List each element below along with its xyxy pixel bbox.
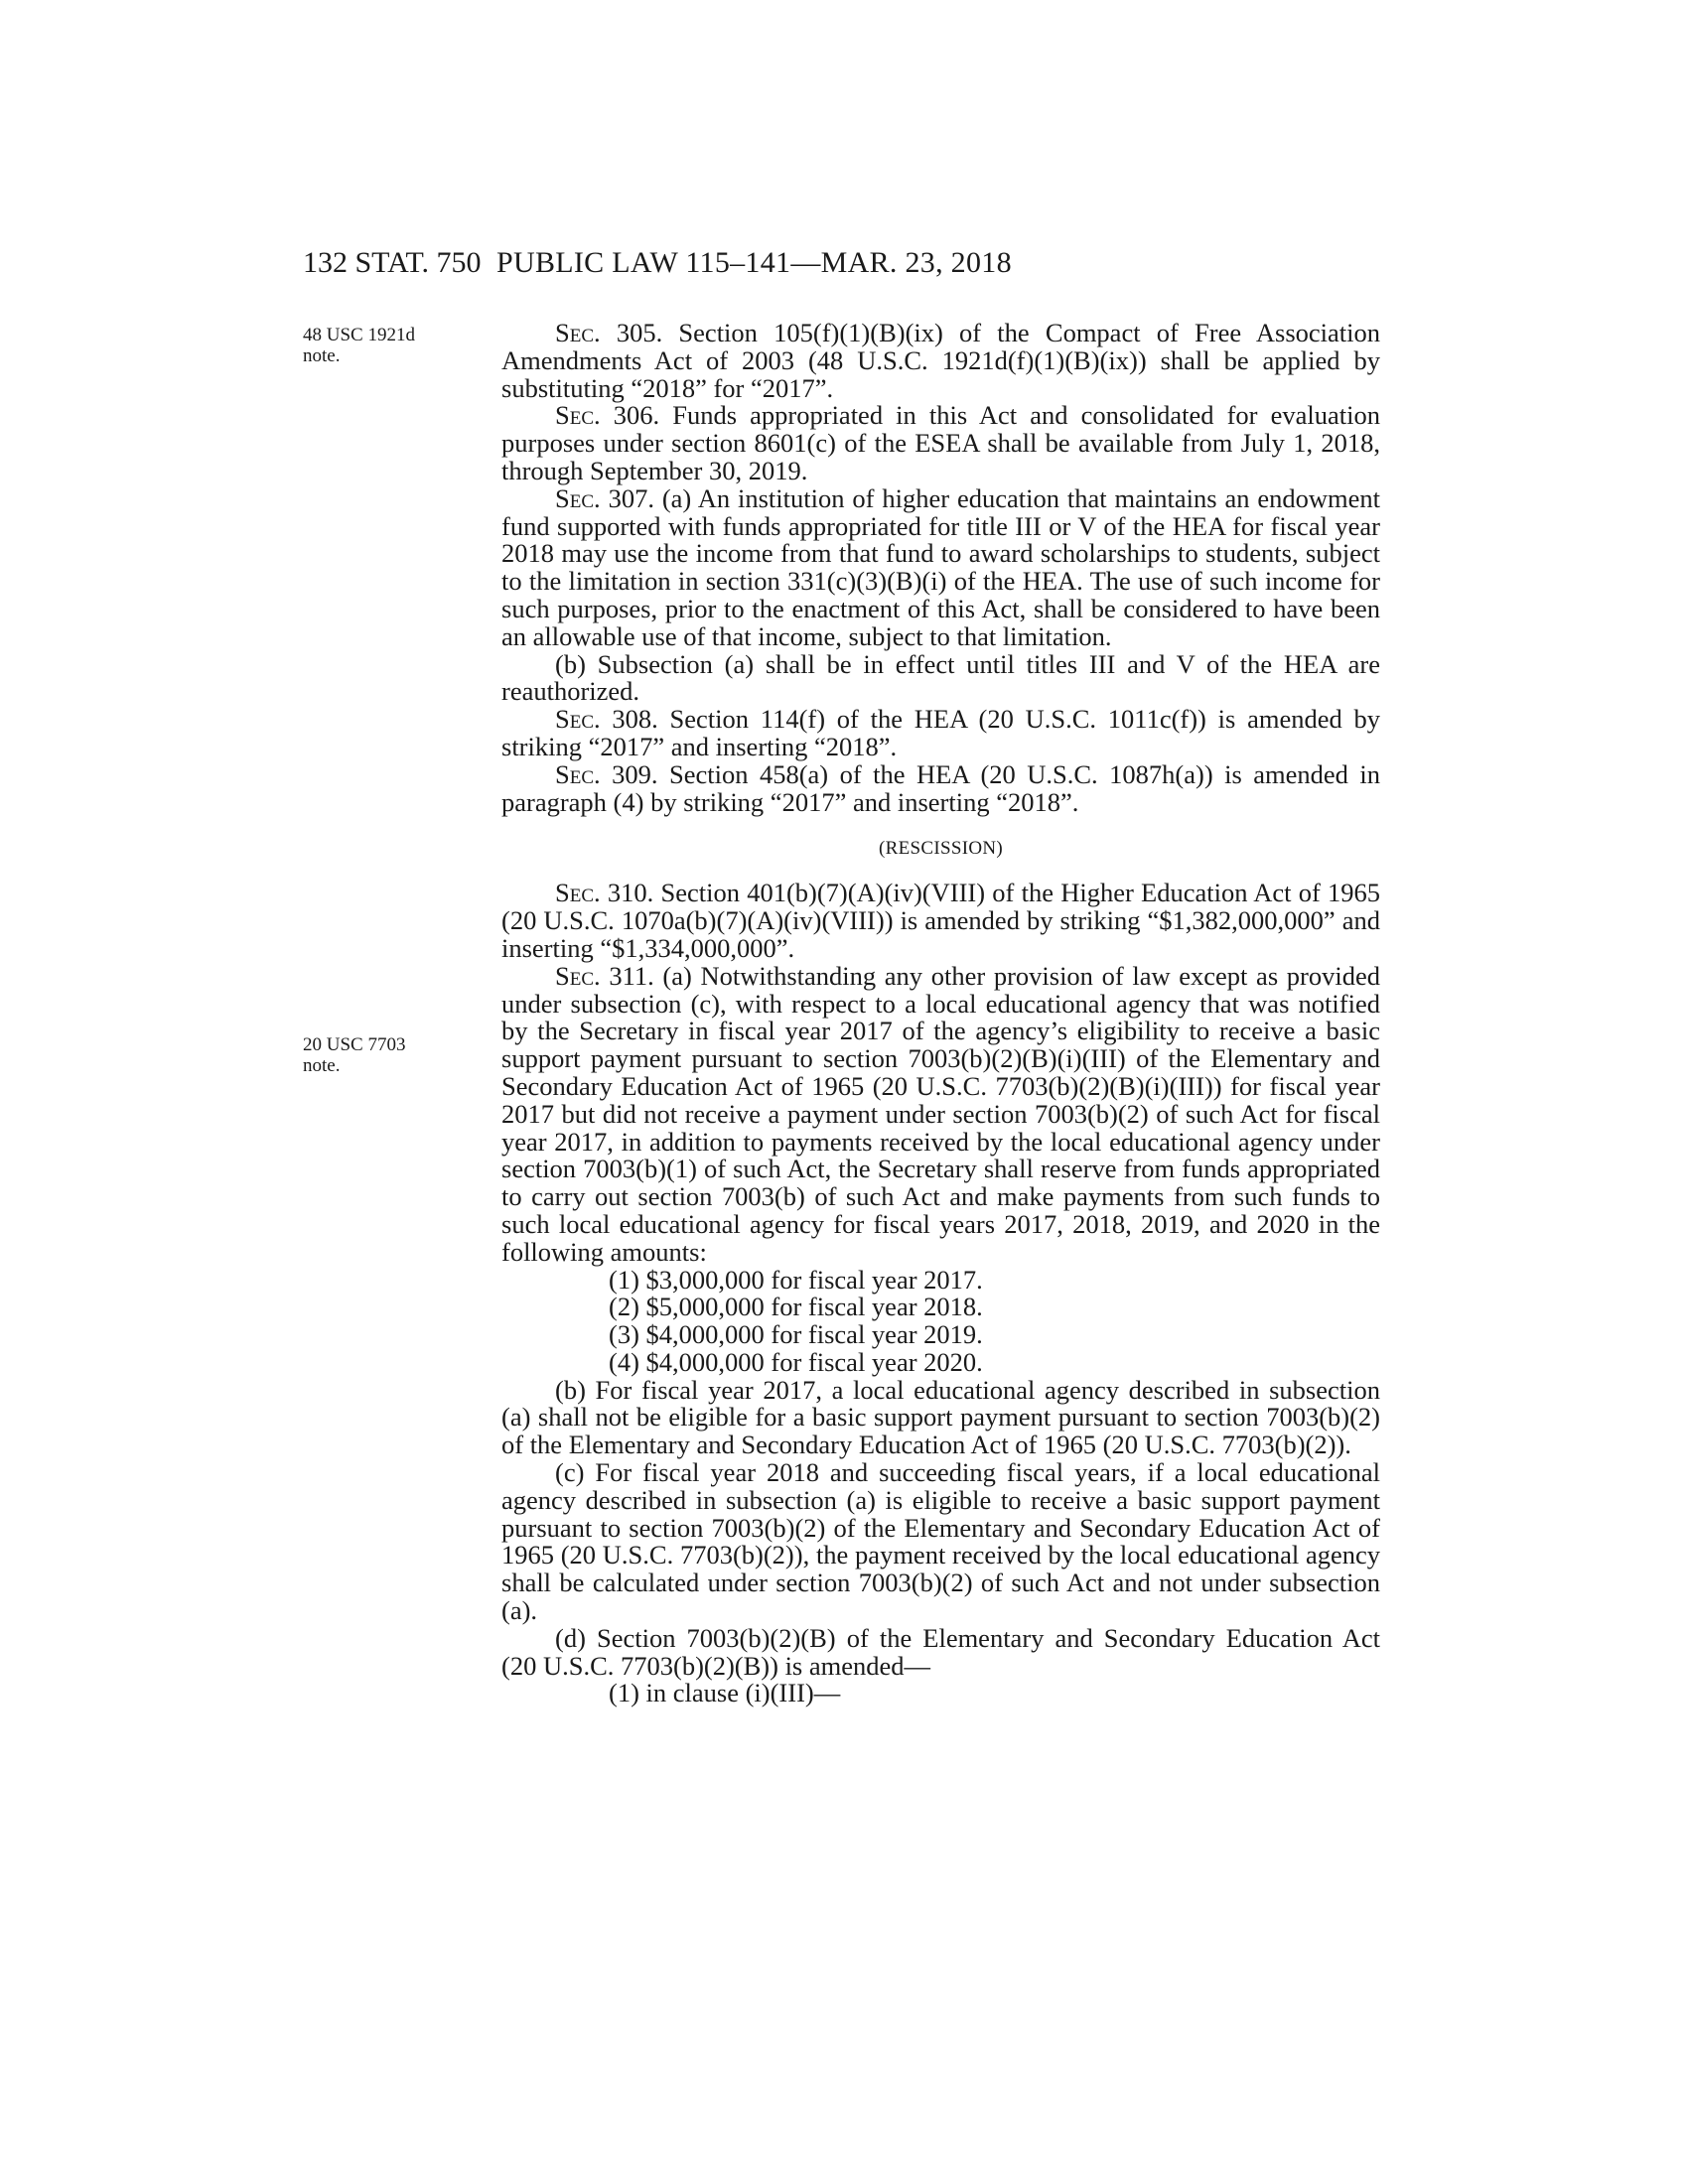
section-307-b: (b) Subsection (a) shall be in effect until titles III and V of the HEA are reauthorized.	[501, 648, 1380, 707]
public-law-title: PUBLIC LAW 115–141—MAR. 23, 2018	[496, 246, 1012, 279]
margin-note-citation: 20 USC 7703	[303, 1034, 406, 1055]
page-header	[303, 246, 1221, 286]
section-311-d: (d) Section 7003(b)(2)(B) of the Elementary and Secondary Education Act (20 U.S.C. 7703(b)(2)(B)) is amended—	[501, 1622, 1380, 1681]
section-305: Sec. 305. Section 105(f)(1)(B)(ix) of the Compact of Free Association Amendments Act of 2003 (48 U.S.C. 1921d(f)(1)(B)(ix)) shall be applied by substituting “2018” for “2017”.	[501, 318, 1380, 403]
section-311-a: Sec. 311. (a) Notwithstanding any other provision of law except as provided under subsection (c), with respect to a local educational agency that was notified by the Secretary in fiscal year 2017 of the agency’s eligibility to receive a basic support payment pursuant to section 7003(b)(2)(B)(i)(III) of the Elementary and Secondary Education Act of 1965 (20 U.S.C. 7703(b)(2)(B)(i)(III)) for fiscal year 2017 but did not receive a payment under section 7003(b)(2) of such Act for fiscal year 2017, in addition to payments received by the local educational agency under section 7003(b)(1) of such Act, the Secretary shall reserve from funds appropriated to carry out section 7003(b) of such Act and make payments from such funds to such local educational agency for fiscal years 2017, 2018, 2019, and 2020 in the following amounts:	[501, 960, 1380, 1267]
section-310: Sec. 310. Section 401(b)(7)(A)(iv)(VIII) of the Higher Education Act of 1965 (20 U.S.C. 1070a(b)(7)(A)(iv)(VIII)) is amended by striking “$1,382,000,000” and inserting “$1,334,000,000”.	[501, 878, 1380, 963]
amount-item: (3) $4,000,000 for fiscal year 2019.	[609, 1319, 983, 1350]
amount-item: (4) $4,000,000 for fiscal year 2020.	[609, 1346, 983, 1377]
section-311-b: (b) For fiscal year 2017, a local educational agency described in subsection (a) shall not be eligible for a basic support payment pursuant to section 7003(b)(2) of the Elementary and Secondary Education Act of 1965 (20 U.S.C. 7703(b)(2)).	[501, 1374, 1380, 1460]
amount-item: (2) $5,000,000 for fiscal year 2018.	[609, 1292, 983, 1322]
margin-note-citation: 48 USC 1921d	[303, 325, 415, 345]
margin-note-48-usc	[303, 325, 432, 366]
section-311-c: (c) For fiscal year 2018 and succeeding fiscal years, if a local educational agency described in subsection (a) is eligible to receive a basic support payment pursuant to section 7003(b)(2) of the Elementary and Secondary Education Act of 1965 (20 U.S.C. 7703(b)(2)), the payment received by the local educational agency shall be calculated under section 7003(b)(2) of such Act and not under subsection (a).	[501, 1457, 1380, 1626]
amount-item: (1) $3,000,000 for fiscal year 2017.	[609, 1264, 983, 1295]
statute-page-number: 132 STAT. 750	[303, 246, 482, 279]
margin-note-20-usc	[303, 1034, 432, 1076]
section-307-a: Sec. 307. (a) An institution of higher education that maintains an endowment fund supported with funds appropriated for title III or V of the HEA for fiscal year 2018 may use the income from that fund to award scholarships to students, subject to the limitation in section 331(c)(3)(B)(i) of the HEA. The use of such income for such purposes, prior to the enactment of this Act, shall be considered to have been an allowable use of that income, subject to that limitation.	[501, 482, 1380, 651]
section-306: Sec. 306. Funds appropriated in this Act and consolidated for evaluation purposes under section 8601(c) of the ESEA shall be available from July 1, 2018, through September 30, 2019.	[501, 400, 1380, 485]
margin-note-label: note.	[303, 1055, 341, 1076]
section-309: Sec. 309. Section 458(a) of the HEA (20 U.S.C. 1087h(a)) is amended in paragraph (4) by striking “2017” and inserting “2018”.	[501, 758, 1380, 817]
clause-item: (1) in clause (i)(III)—	[609, 1678, 841, 1708]
section-308: Sec. 308. Section 114(f) of the HEA (20 U.S.C. 1011c(f)) is amended by striking “2017” and inserting “2018”.	[501, 704, 1380, 761]
document-body	[501, 320, 1380, 1707]
margin-note-label: note.	[303, 345, 341, 366]
rescission-caption: (RESCISSION)	[878, 838, 1003, 860]
